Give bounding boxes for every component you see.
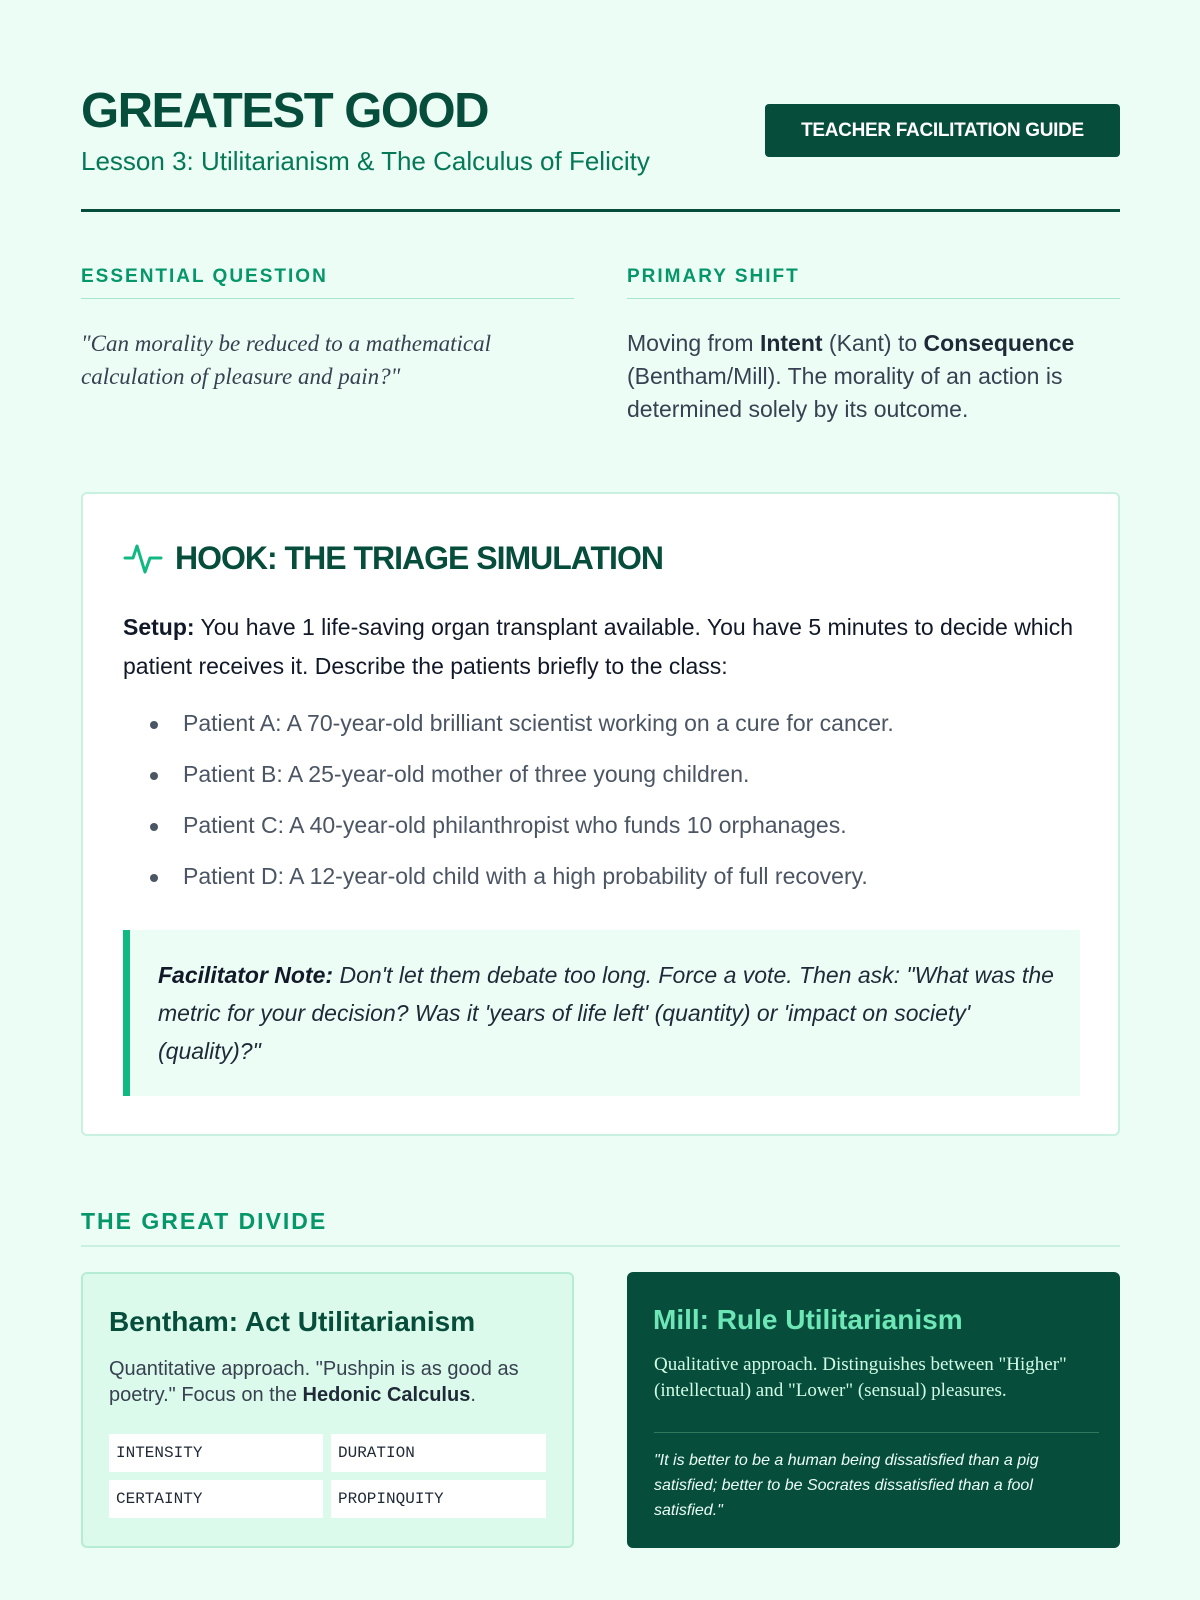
essential-question-text: "Can morality be reduced to a mathematical calculation of pleasure and pain?" xyxy=(81,331,491,389)
mill-description: Qualitative approach. Distinguishes between "Higher" (intellectual) and "Lower" (sensual) pleasures. xyxy=(654,1352,1099,1433)
bentham-desc-text: Quantitative approach. "Pushpin is as good as poetry." Focus on the xyxy=(109,1358,519,1406)
setup-text: You have 1 life-saving organ transplant available. You have 5 minutes to decide which patient receives it. Describe the patients briefly to the class: xyxy=(123,614,1073,679)
bentham-description xyxy=(109,1356,554,1408)
list-item: Patient B: A 25-year-old mother of three young children. xyxy=(123,759,1083,790)
note-text: Don't let them debate too long. Force a vote. Then ask: "What was the metric for your decision? Was it 'years of life left' (quantity) or 'impact on society' (quality)?" xyxy=(158,962,1054,1064)
bentham-desc-end: . xyxy=(470,1384,476,1406)
essential-question-section xyxy=(81,266,574,393)
essential-question-label: ESSENTIAL QUESTION xyxy=(81,266,574,299)
setup-label: Setup: xyxy=(123,614,195,640)
list-item: Patient A: A 70-year-old brilliant scientist working on a cure for cancer. xyxy=(123,708,1083,739)
factor-cell: DURATION xyxy=(331,1434,546,1472)
page-title: GREATEST GOOD xyxy=(81,84,489,138)
shift-consequence: Consequence xyxy=(923,330,1075,356)
mill-title: Mill: Rule Utilitarianism xyxy=(653,1304,963,1335)
primary-shift-text xyxy=(627,327,1120,426)
primary-shift-label: PRIMARY SHIFT xyxy=(627,266,1120,299)
mill-quote: "It is better to be a human being dissatisfied than a pig satisfied; better to be Socrates dissatisfied than a fool satisfied." xyxy=(654,1452,1039,1519)
bentham-card xyxy=(81,1272,574,1548)
hook-setup xyxy=(123,608,1083,686)
hook-card xyxy=(81,492,1120,1136)
factor-cell: PROPINQUITY xyxy=(331,1480,546,1518)
lesson-subtitle: Lesson 3: Utilitarianism & The Calculus of Felicity xyxy=(81,146,650,176)
patient-list xyxy=(123,708,1083,912)
list-item: Patient D: A 12-year-old child with a high probability of full recovery. xyxy=(123,861,1083,892)
bentham-title: Bentham: Act Utilitarianism xyxy=(109,1306,476,1337)
list-item: Patient C: A 40-year-old philanthropist who funds 10 orphanages. xyxy=(123,810,1083,841)
great-divide-label: THE GREAT DIVIDE xyxy=(81,1208,1120,1247)
hedonic-factors-grid xyxy=(109,1434,547,1518)
hook-heading xyxy=(123,538,663,578)
note-label: Facilitator Note: xyxy=(158,962,334,988)
hedonic-calculus-term: Hedonic Calculus xyxy=(302,1384,471,1406)
mill-card xyxy=(627,1272,1120,1548)
shift-mid: (Kant) to xyxy=(822,330,924,356)
factor-cell: CERTAINTY xyxy=(109,1480,323,1518)
factor-cell: INTENSITY xyxy=(109,1434,323,1472)
activity-pulse-icon xyxy=(123,538,163,578)
facilitator-note xyxy=(123,930,1080,1096)
shift-intent: Intent xyxy=(759,330,823,356)
primary-shift-section xyxy=(627,266,1120,426)
hook-title: HOOK: THE TRIAGE SIMULATION xyxy=(175,539,663,576)
teacher-guide-button[interactable]: TEACHER FACILITATION GUIDE xyxy=(765,104,1120,157)
shift-suffix: (Bentham/Mill). The morality of an action is determined solely by its outcome. xyxy=(627,363,1063,422)
shift-prefix: Moving from xyxy=(627,330,760,356)
page-header xyxy=(81,82,1120,212)
